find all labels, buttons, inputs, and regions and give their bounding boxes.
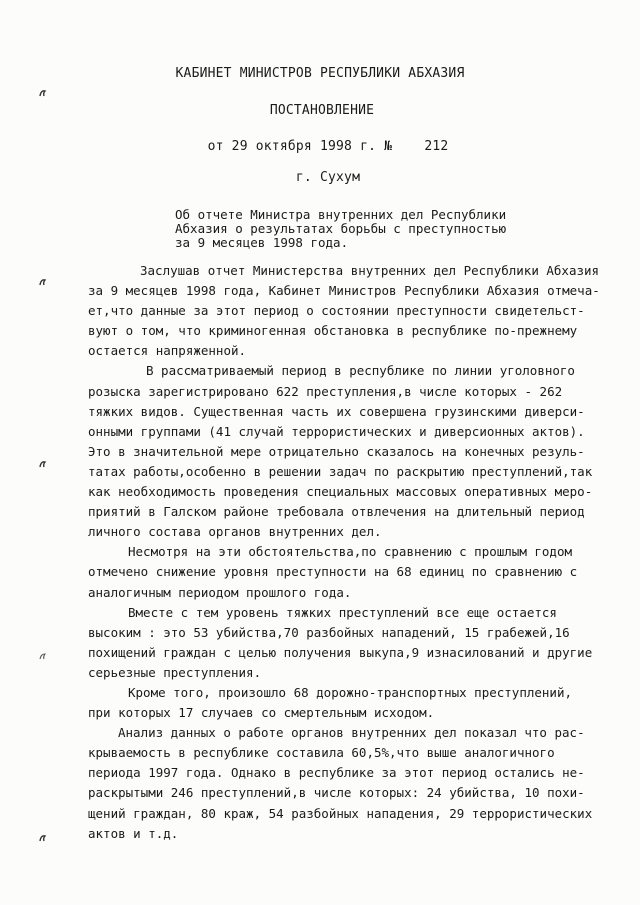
text-line: ет,что данные за этот период о состоянии преступности свидетельст- bbox=[88, 303, 585, 319]
text-line: татах работы,особенно в решении задач по раскрытию преступлений,так bbox=[88, 463, 593, 479]
text-line: Это в значительной мере отрицательно сказалось на конечных резуль- bbox=[88, 443, 585, 459]
text-line: вуют о том, что криминогенная обстановка в республике по-прежнему bbox=[88, 323, 578, 339]
date-number: от 29 октября 1998 г. № 212 bbox=[207, 139, 449, 154]
subject-line: Об отчете Министра внутренних дел Республики bbox=[175, 207, 507, 222]
binder-hole-mark bbox=[38, 277, 48, 287]
text-line: Несмотря на эти обстоятельства,по сравнению с прошлым годом bbox=[128, 544, 573, 560]
text-line: тяжких видов. Существенная часть их совершена грузинскими диверси- bbox=[88, 403, 585, 419]
text-line: В рассматриваемый период в республике по линии уголовного bbox=[146, 363, 575, 379]
paragraph-5 bbox=[88, 683, 628, 723]
text-line: высоким : это 53 убийства,70 разбойных нападений, 15 грабежей,16 bbox=[88, 624, 570, 640]
text-line: за 9 месяцев 1998 года, Кабинет Министров Республики Абхазия отмеча- bbox=[88, 283, 600, 299]
binder-hole-mark bbox=[38, 833, 48, 843]
text-line: при которых 17 случаев со смертельным исходом. bbox=[88, 705, 435, 721]
subject-line: за 9 месяцев 1998 года. bbox=[175, 235, 349, 250]
text-line: серьезные преступления. bbox=[88, 664, 262, 680]
paragraph-6 bbox=[88, 723, 628, 844]
text-line: раскрытыми 246 преступлений,в числе которых: 24 убийства, 10 похи- bbox=[88, 785, 585, 801]
text-line: крываемость в республике составила 60,5%,что выше аналогичного bbox=[88, 745, 555, 761]
text-line: приятий в Галском районе требовала отвлечения на длительный период bbox=[88, 504, 585, 520]
text-line: похищений граждан с целью получения выкупа,9 изнасилований и другие bbox=[88, 644, 593, 660]
text-line: как необходимость проведения специальных массовых оперативных меро- bbox=[88, 484, 593, 500]
text-line: отмечено снижение уровня преступности на 68 единиц по сравнению с bbox=[88, 564, 578, 580]
binder-hole-mark bbox=[38, 459, 48, 469]
paragraph-3 bbox=[88, 542, 628, 602]
text-line: щений граждан, 80 краж, 54 разбойных нападения, 29 террористических bbox=[88, 805, 593, 821]
body-text bbox=[88, 261, 628, 844]
subject-line: Абхазия о результатах борьбы с преступностью bbox=[175, 221, 507, 236]
text-line: розыска зарегистрировано 622 преступления,в числе которых - 262 bbox=[88, 383, 563, 399]
subject-block bbox=[175, 208, 535, 250]
paragraph-4 bbox=[88, 603, 628, 683]
text-line: Анализ данных о работе органов внутренних дел показал что рас- bbox=[118, 725, 585, 741]
binder-hole-mark bbox=[38, 651, 48, 661]
text-line: периода 1997 года. Однако в республике за этот период остались не- bbox=[88, 765, 585, 781]
text-line: Заслушав отчет Министерства внутренних дел Республики Абхазия bbox=[140, 263, 600, 278]
doc-type-title: ПОСТАНОВЛЕНИЕ bbox=[269, 103, 375, 118]
paragraph-1 bbox=[88, 261, 628, 361]
text-line: онными группами (41 случай террористических и диверсионных актов). bbox=[88, 423, 585, 439]
paragraph-2 bbox=[88, 361, 628, 542]
binder-hole-mark bbox=[38, 88, 48, 98]
place: г. Сухум bbox=[295, 170, 361, 185]
text-line: аналогичным периодом прошлого года. bbox=[88, 584, 352, 600]
text-line: актов и т.д. bbox=[88, 825, 179, 841]
text-line: остается напряженной. bbox=[88, 343, 247, 359]
text-line: Кроме того, произошло 68 дорожно-транспортных преступлений, bbox=[128, 684, 573, 700]
text-line: личного состава органов внутренних дел. bbox=[88, 524, 382, 540]
text-line: Вместе с тем уровень тяжких преступлений все еще остается bbox=[128, 604, 557, 620]
org-title: КАБИНЕТ МИНИСТРОВ РЕСПУБЛИКИ АБХАЗИЯ bbox=[175, 66, 465, 81]
